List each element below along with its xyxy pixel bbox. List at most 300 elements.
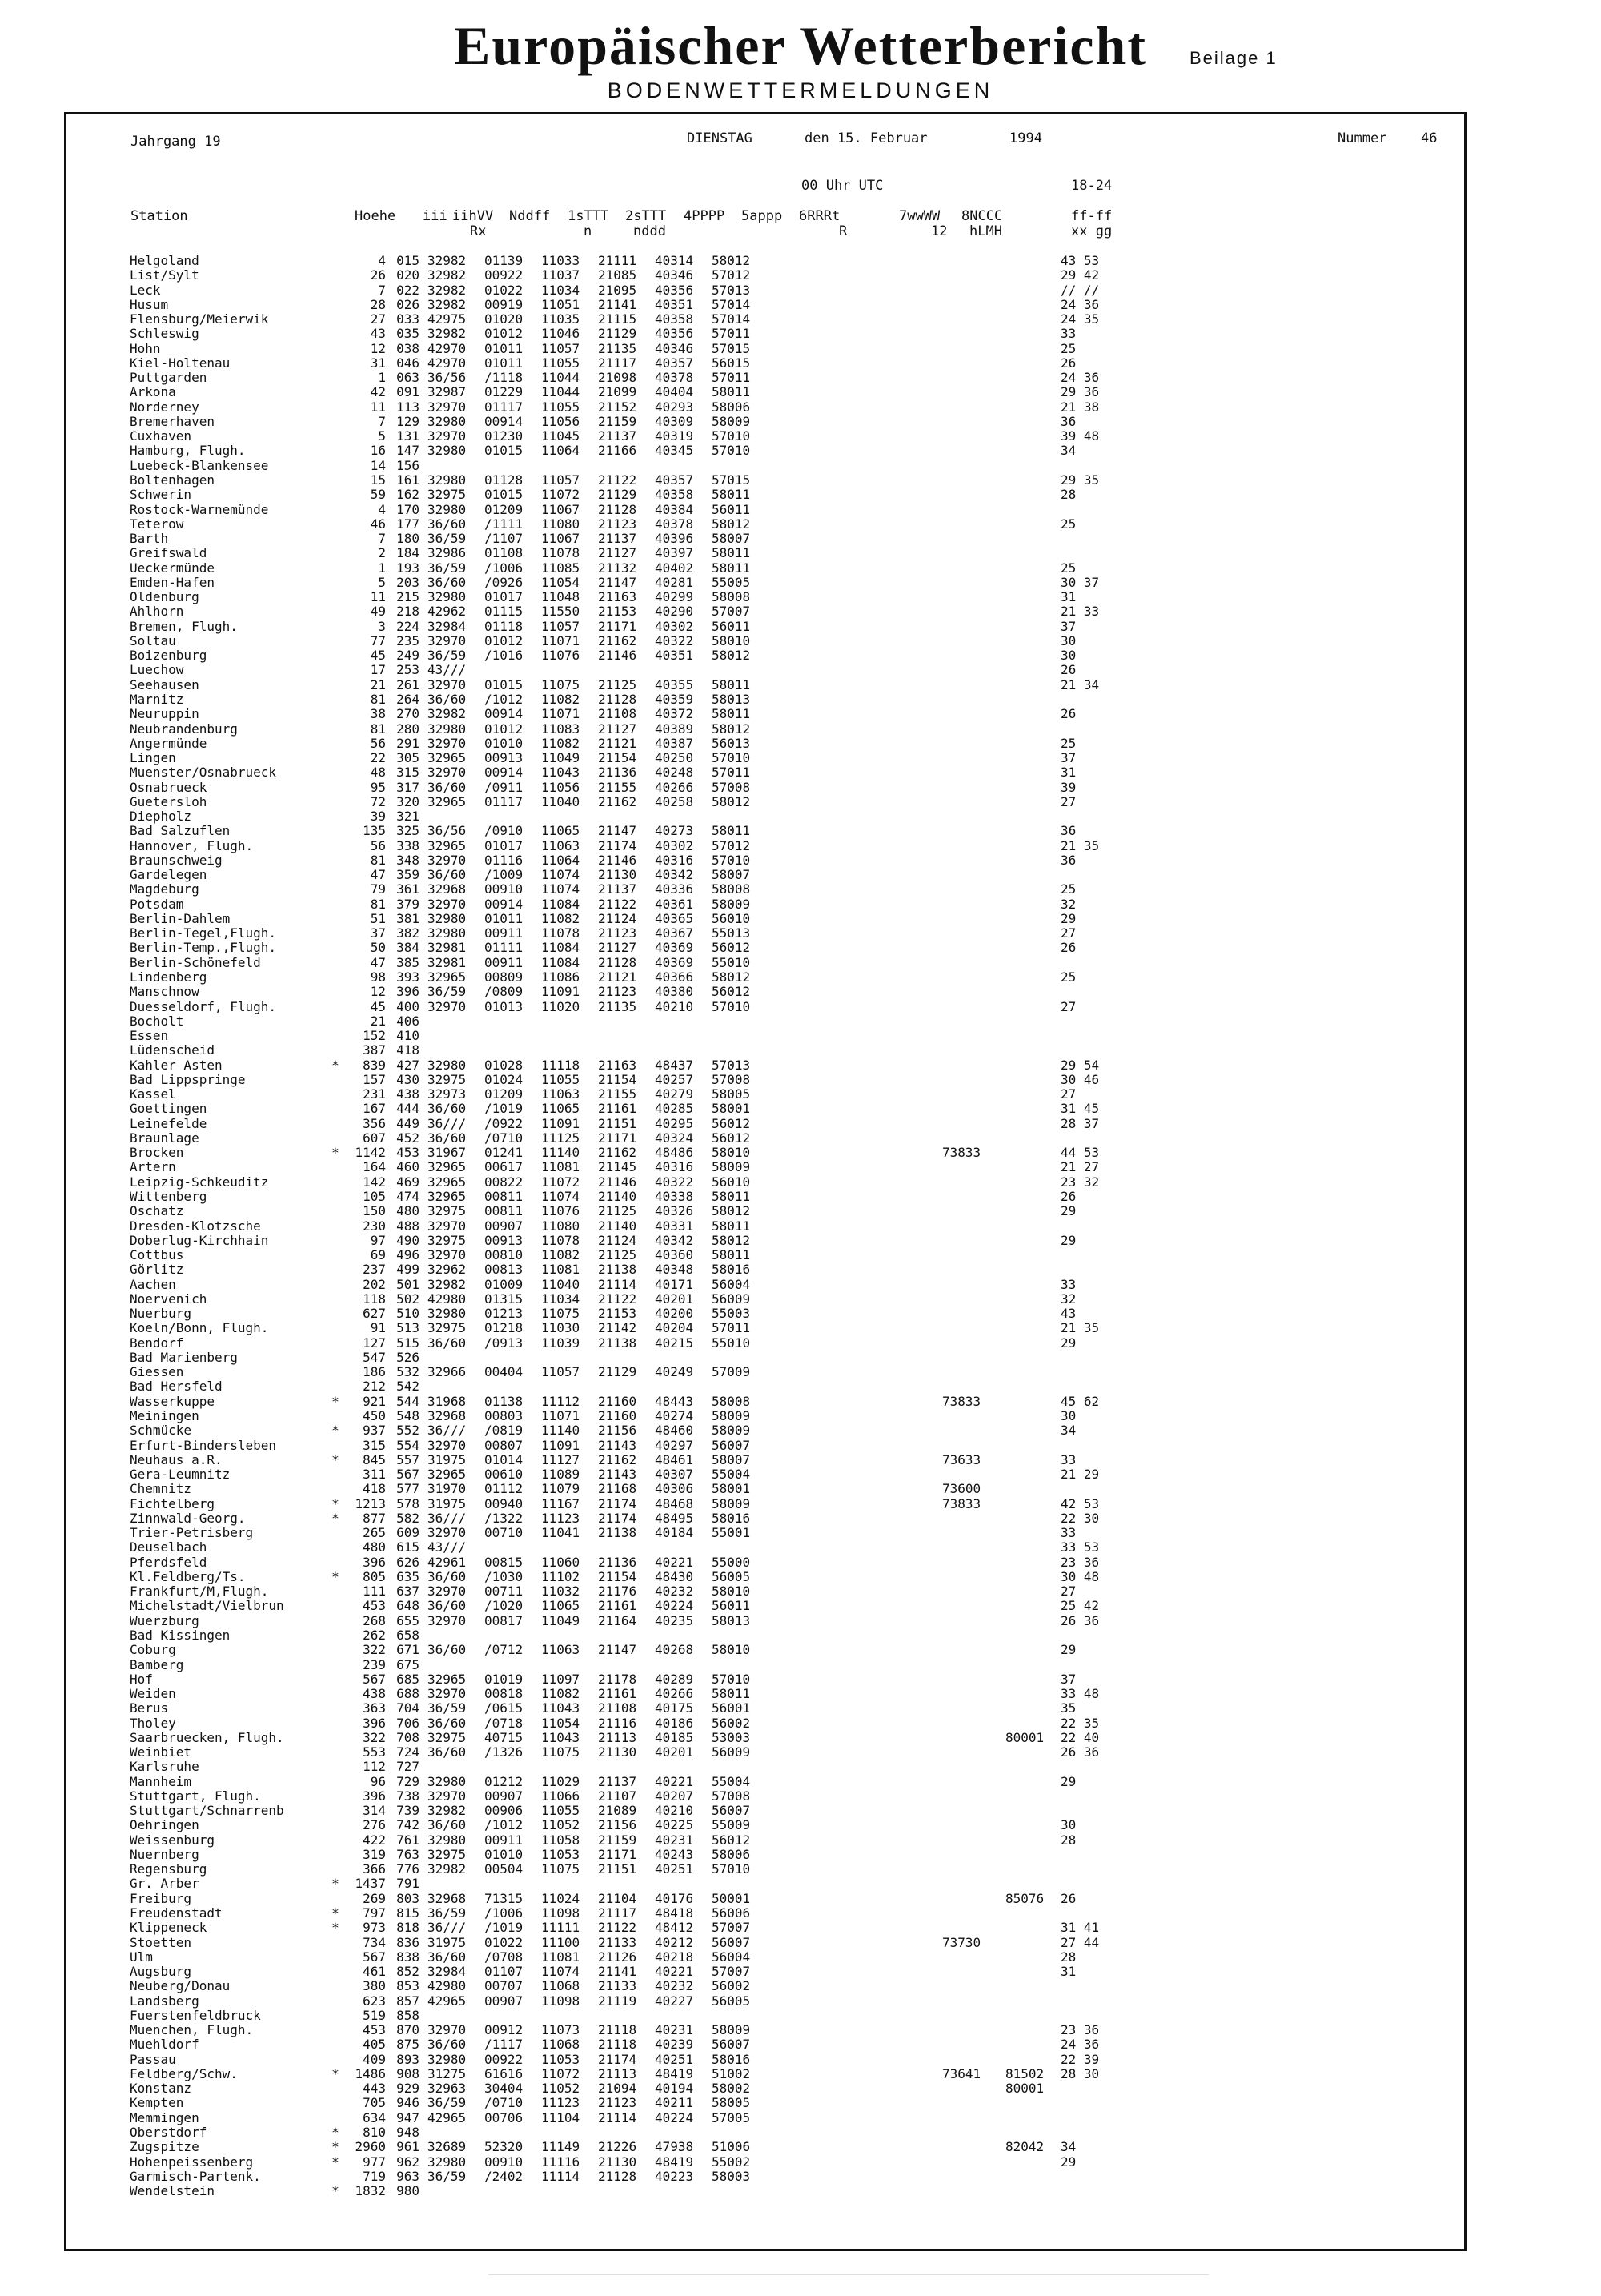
group-tendency-cell: 58016 bbox=[712, 2052, 751, 2067]
group-weather-cell: 73730 bbox=[942, 1935, 981, 1950]
station-index-cell: 382 bbox=[396, 926, 419, 941]
group-temperature-cell: 11029 bbox=[541, 1774, 580, 1789]
group-temperature-cell: 11056 bbox=[541, 414, 580, 429]
group-pressure-cell: 48419 bbox=[655, 2066, 694, 2081]
group-gusts-cell: 39 48 bbox=[1061, 429, 1100, 444]
station-name-cell: Görlitz bbox=[130, 1262, 184, 1278]
group-weather-cell bbox=[942, 444, 990, 458]
col-header-ihvv-label: iihVV bbox=[452, 208, 494, 224]
station-index-cell: 038 bbox=[396, 341, 419, 356]
group-ihvv-cell: 32970 bbox=[427, 1438, 467, 1453]
station-height-cell: 81 bbox=[370, 692, 386, 707]
group-tendency-cell bbox=[712, 2125, 760, 2140]
group-tendency-cell bbox=[712, 1351, 760, 1365]
group-pressure-cell: 40274 bbox=[655, 1408, 694, 1423]
group-temperature-cell: 11037 bbox=[541, 268, 580, 283]
mountain-marker-cell: * bbox=[331, 1906, 339, 1921]
group-nddff-cell: 01013 bbox=[484, 999, 524, 1014]
group-pressure-cell: 40204 bbox=[655, 1321, 694, 1336]
station-name-cell: Guetersloh bbox=[130, 794, 207, 809]
mountain-marker-cell: * bbox=[331, 2140, 339, 2155]
station-index-cell: 742 bbox=[396, 1818, 419, 1833]
group-gusts-cell: 26 36 bbox=[1061, 1745, 1100, 1760]
group-nddff-cell: 01017 bbox=[484, 590, 524, 605]
group-nddff-cell: 01212 bbox=[484, 1774, 524, 1789]
mountain-marker-cell: * bbox=[331, 2066, 339, 2081]
station-name-cell: Berlin-Dahlem bbox=[130, 911, 231, 926]
group-temperature-cell: 11032 bbox=[541, 1584, 580, 1600]
group-dewpoint-cell: 21160 bbox=[598, 1408, 637, 1423]
group-temperature-cell: 11082 bbox=[541, 1687, 580, 1702]
group-ihvv-cell: 36/60 bbox=[427, 1599, 467, 1614]
station-name-cell: Diepholz bbox=[130, 809, 192, 825]
group-ihvv-cell: 32975 bbox=[427, 1072, 467, 1087]
group-gusts-cell: 27 bbox=[1061, 794, 1077, 809]
group-ihvv-cell: 42980 bbox=[427, 1979, 467, 1994]
group-weather-cell bbox=[942, 254, 990, 268]
station-name-cell: Gardelegen bbox=[130, 868, 207, 883]
group-dewpoint-cell: 21138 bbox=[598, 1335, 637, 1351]
group-dewpoint-cell: 21125 bbox=[598, 1248, 637, 1263]
group-tendency-cell: 57008 bbox=[712, 1072, 751, 1087]
group-dewpoint-cell: 21138 bbox=[598, 1262, 637, 1278]
group-ihvv-cell: 31967 bbox=[427, 1146, 467, 1161]
group-temperature-cell: 11084 bbox=[541, 941, 580, 956]
group-clouds-cell bbox=[1005, 1262, 1053, 1277]
group-temperature-cell: 11044 bbox=[541, 385, 580, 400]
group-temperature-cell: 11057 bbox=[541, 1365, 580, 1380]
group-nddff-cell: /1006 bbox=[484, 560, 524, 576]
group-clouds-cell bbox=[1005, 970, 1053, 985]
group-clouds-cell: 80001 bbox=[1005, 2081, 1045, 2097]
group-gusts-cell bbox=[1061, 985, 1125, 999]
group-weather-cell bbox=[942, 576, 990, 590]
group-weather-cell bbox=[942, 853, 990, 868]
group-weather-cell bbox=[942, 1745, 990, 1760]
station-name-cell: Oschatz bbox=[130, 1204, 184, 1219]
group-nddff-cell: 01117 bbox=[484, 399, 524, 415]
group-nddff-cell: 00504 bbox=[484, 1862, 524, 1877]
group-tendency-cell: 57013 bbox=[712, 1058, 751, 1073]
group-dewpoint-cell: 21127 bbox=[598, 546, 637, 561]
group-dewpoint-cell: 21146 bbox=[598, 1174, 637, 1190]
group-nddff-cell: 00822 bbox=[484, 1174, 524, 1190]
station-name-cell: Bad Hersfeld bbox=[130, 1379, 223, 1395]
group-temperature-cell: 11118 bbox=[541, 1058, 580, 1073]
group-ihvv-cell: 42970 bbox=[427, 341, 467, 356]
group-tendency-cell: 58005 bbox=[712, 2096, 751, 2111]
group-nddff-cell: 01024 bbox=[484, 1072, 524, 1087]
group-weather-cell bbox=[942, 604, 990, 619]
mountain-marker-cell bbox=[330, 1716, 341, 1731]
group-dewpoint-cell: 21126 bbox=[598, 1949, 637, 1965]
group-nddff-cell: 61616 bbox=[484, 2066, 524, 2081]
group-temperature-cell: 11051 bbox=[541, 297, 580, 312]
group-gusts-cell: 25 bbox=[1061, 341, 1077, 356]
group-tendency-cell: 58011 bbox=[712, 1218, 751, 1234]
group-nddff-cell bbox=[484, 1014, 532, 1029]
station-index-cell: 046 bbox=[396, 355, 419, 371]
station-name-cell: Oehringen bbox=[130, 1818, 199, 1833]
group-ihvv-cell: 36/59 bbox=[427, 1906, 467, 1921]
station-name-cell: Norderney bbox=[130, 399, 199, 415]
station-index-cell: 418 bbox=[396, 1043, 419, 1058]
station-index-cell: 035 bbox=[396, 327, 419, 342]
group-temperature-cell: 11044 bbox=[541, 371, 580, 386]
group-dewpoint-cell: 21089 bbox=[598, 1804, 637, 1819]
group-pressure-cell: 40210 bbox=[655, 999, 694, 1014]
station-index-cell: 496 bbox=[396, 1248, 419, 1263]
group-dewpoint-cell: 21122 bbox=[598, 1921, 637, 1936]
station-name-cell: Bad Marienberg bbox=[130, 1350, 238, 1365]
station-index-cell: 022 bbox=[396, 283, 419, 298]
group-dewpoint-cell: 21128 bbox=[598, 692, 637, 707]
group-weather-cell bbox=[942, 327, 990, 341]
group-clouds-cell bbox=[1005, 765, 1053, 780]
station-name-cell: Leipzig-Schkeuditz bbox=[130, 1174, 269, 1190]
group-temperature-cell: 11045 bbox=[541, 429, 580, 444]
group-gusts-cell: 26 bbox=[1061, 707, 1077, 722]
group-nddff-cell: 01116 bbox=[484, 853, 524, 868]
station-name-cell: Lüdenscheid bbox=[130, 1043, 215, 1058]
group-gusts-cell bbox=[1061, 1248, 1125, 1262]
station-index-cell: 655 bbox=[396, 1613, 419, 1628]
group-tendency-cell: 58011 bbox=[712, 546, 751, 561]
group-ihvv-cell: 32962 bbox=[427, 1262, 467, 1278]
group-clouds-cell bbox=[1005, 722, 1053, 737]
column-group-clouds bbox=[1005, 254, 1053, 2198]
station-name-cell: Passau bbox=[130, 2052, 176, 2067]
station-index-cell: 193 bbox=[396, 560, 419, 576]
group-gusts-cell bbox=[1061, 722, 1125, 737]
group-gusts-cell bbox=[1061, 1351, 1125, 1365]
group-nddff-cell bbox=[484, 1760, 532, 1774]
station-height-cell: 977 bbox=[363, 2154, 386, 2170]
station-index-cell: 548 bbox=[396, 1408, 419, 1423]
column-group-nddff bbox=[484, 254, 532, 2198]
group-ihvv-cell: 36/60 bbox=[427, 1949, 467, 1965]
group-nddff-cell bbox=[484, 459, 532, 473]
group-pressure-cell: 40210 bbox=[655, 1804, 694, 1819]
group-clouds-cell bbox=[1005, 1087, 1053, 1102]
station-name-cell: Flensburg/Meierwik bbox=[130, 312, 269, 327]
mountain-marker-cell bbox=[330, 663, 341, 677]
group-gusts-cell bbox=[1061, 2184, 1125, 2198]
group-tendency-cell: 57010 bbox=[712, 751, 751, 766]
mountain-marker-cell bbox=[330, 1848, 341, 1862]
group-clouds-cell bbox=[1005, 2023, 1053, 2037]
group-clouds-cell bbox=[1005, 1584, 1053, 1599]
group-gusts-cell: 29 bbox=[1061, 1233, 1077, 1248]
group-gusts-cell bbox=[1061, 1029, 1125, 1043]
station-name-cell: Bendorf bbox=[130, 1335, 184, 1351]
group-ihvv-cell: 36/// bbox=[427, 1921, 467, 1936]
group-tendency-cell: 56012 bbox=[712, 1130, 751, 1146]
group-gusts-cell: 25 42 bbox=[1061, 1599, 1100, 1614]
group-nddff-cell: /0910 bbox=[484, 824, 524, 839]
group-gusts-cell bbox=[1061, 1628, 1125, 1643]
group-gusts-cell: 33 bbox=[1061, 1526, 1077, 1541]
group-weather-cell bbox=[942, 1131, 990, 1146]
group-weather-cell bbox=[942, 882, 990, 897]
station-name-cell: Fichtelberg bbox=[130, 1496, 215, 1511]
station-name-cell: Boizenburg bbox=[130, 648, 207, 664]
group-temperature-cell: 11116 bbox=[541, 2154, 580, 2170]
group-weather-cell bbox=[942, 692, 990, 707]
group-clouds-cell bbox=[1005, 1307, 1053, 1321]
group-ihvv-cell: 32980 bbox=[427, 472, 467, 488]
group-weather-cell bbox=[942, 751, 990, 765]
group-pressure-cell: 40351 bbox=[655, 648, 694, 664]
group-tendency-cell: 58010 bbox=[712, 633, 751, 648]
station-index-cell: 261 bbox=[396, 677, 419, 692]
group-clouds-cell bbox=[1005, 1117, 1053, 1131]
report-title: Europäischer Wetterbericht bbox=[453, 15, 1147, 76]
group-ihvv-cell: 32970 bbox=[427, 1526, 467, 1541]
station-index-cell: 858 bbox=[396, 2008, 419, 2023]
group-clouds-cell bbox=[1005, 1234, 1053, 1248]
station-index-cell: 218 bbox=[396, 604, 419, 620]
group-gusts-cell: 24 35 bbox=[1061, 312, 1100, 327]
group-pressure-cell: 40346 bbox=[655, 268, 694, 283]
group-weather-cell bbox=[942, 648, 990, 663]
mountain-marker-cell bbox=[330, 1745, 341, 1760]
group-dewpoint-cell: 21118 bbox=[598, 2023, 637, 2038]
group-nddff-cell bbox=[484, 1043, 532, 1058]
station-height-cell: 69 bbox=[370, 1248, 386, 1263]
station-index-cell: 658 bbox=[396, 1628, 419, 1643]
group-tendency-cell: 56015 bbox=[712, 355, 751, 371]
group-pressure-cell: 40345 bbox=[655, 444, 694, 459]
group-clouds-cell bbox=[1005, 1628, 1053, 1643]
station-name-cell: Osnabrueck bbox=[130, 780, 207, 795]
group-nddff-cell: 01117 bbox=[484, 794, 524, 809]
group-weather-cell: 73833 bbox=[942, 1146, 981, 1161]
group-gusts-cell: 27 bbox=[1061, 1584, 1077, 1600]
group-temperature-cell: 11052 bbox=[541, 2081, 580, 2097]
group-pressure-cell: 40211 bbox=[655, 2096, 694, 2111]
group-pressure-cell: 40306 bbox=[655, 1482, 694, 1497]
group-tendency-cell: 55010 bbox=[712, 955, 751, 970]
station-index-cell: 203 bbox=[396, 575, 419, 590]
mountain-marker-cell: * bbox=[331, 1423, 339, 1439]
mountain-marker-cell bbox=[330, 692, 341, 707]
station-name-cell: Nuerburg bbox=[130, 1307, 192, 1322]
group-temperature-cell: 11075 bbox=[541, 677, 580, 692]
group-clouds-cell bbox=[1005, 517, 1053, 532]
mountain-marker-cell bbox=[330, 634, 341, 648]
station-name-cell: Hohenpeissenberg bbox=[130, 2154, 254, 2170]
mountain-marker-cell bbox=[330, 1409, 341, 1423]
station-name-cell: Neuruppin bbox=[130, 707, 199, 722]
station-index-cell: 453 bbox=[396, 1146, 419, 1161]
group-nddff-cell: 52320 bbox=[484, 2140, 524, 2155]
station-index-cell: 685 bbox=[396, 1672, 419, 1687]
group-dewpoint-cell: 21153 bbox=[598, 1307, 637, 1322]
group-nddff-cell: 01315 bbox=[484, 1291, 524, 1307]
group-weather-cell bbox=[942, 1892, 990, 1906]
group-pressure-cell: 40223 bbox=[655, 2169, 694, 2184]
group-gusts-cell bbox=[1061, 1848, 1125, 1862]
column-station-index bbox=[391, 254, 419, 2198]
mountain-marker-cell bbox=[330, 415, 341, 429]
group-weather-cell bbox=[942, 1848, 990, 1862]
group-clouds-cell bbox=[1005, 882, 1053, 897]
group-ihvv-cell: 36/60 bbox=[427, 868, 467, 883]
mountain-marker-cell bbox=[330, 1073, 341, 1087]
group-pressure-cell: 40366 bbox=[655, 970, 694, 985]
group-clouds-cell bbox=[1005, 1160, 1053, 1174]
group-pressure-cell: 40257 bbox=[655, 1072, 694, 1087]
group-tendency-cell: 56009 bbox=[712, 1745, 751, 1760]
station-height-cell: 239 bbox=[363, 1657, 386, 1672]
group-pressure-cell: 40171 bbox=[655, 1277, 694, 1292]
group-tendency-cell: 58012 bbox=[712, 1204, 751, 1219]
station-index-cell: 480 bbox=[396, 1204, 419, 1219]
station-name-cell: Hohn bbox=[130, 341, 161, 356]
group-ihvv-cell bbox=[427, 1351, 475, 1365]
group-tendency-cell: 58011 bbox=[712, 1190, 751, 1204]
station-index-cell: 156 bbox=[396, 458, 419, 473]
column-group-weather bbox=[942, 254, 990, 2198]
group-clouds-cell bbox=[1005, 912, 1053, 926]
group-gusts-cell bbox=[1061, 1979, 1125, 1993]
station-height-cell: 2960 bbox=[355, 2140, 386, 2155]
mountain-marker-cell bbox=[330, 737, 341, 751]
group-dewpoint-cell: 21127 bbox=[598, 721, 637, 737]
group-weather-cell bbox=[942, 2140, 990, 2154]
group-dewpoint-cell: 21137 bbox=[598, 429, 637, 444]
group-tendency-cell: 58011 bbox=[712, 824, 751, 839]
station-height-cell: 845 bbox=[363, 1452, 386, 1467]
station-height-cell: 118 bbox=[363, 1291, 386, 1307]
group-gusts-cell bbox=[1061, 1658, 1125, 1672]
group-dewpoint-cell: 21098 bbox=[598, 371, 637, 386]
group-dewpoint-cell: 21171 bbox=[598, 1130, 637, 1146]
group-clouds-cell bbox=[1005, 1278, 1053, 1292]
mountain-marker-cell bbox=[330, 1175, 341, 1190]
station-index-cell: 544 bbox=[396, 1394, 419, 1409]
station-height-cell: 56 bbox=[370, 736, 386, 751]
group-ihvv-cell: 36/60 bbox=[427, 1643, 467, 1658]
group-nddff-cell: 00914 bbox=[484, 897, 524, 912]
group-clouds-cell bbox=[1005, 1511, 1053, 1526]
group-pressure-cell: 48495 bbox=[655, 1511, 694, 1526]
station-name-cell: Schmücke bbox=[130, 1423, 192, 1439]
group-tendency-cell bbox=[712, 2009, 760, 2023]
group-tendency-cell: 56004 bbox=[712, 1277, 751, 1292]
station-index-cell: 557 bbox=[396, 1452, 419, 1467]
station-height-cell: 7 bbox=[378, 532, 386, 547]
group-clouds-cell bbox=[1005, 254, 1053, 268]
group-clouds-cell bbox=[1005, 356, 1053, 371]
station-index-cell: 947 bbox=[396, 2110, 419, 2125]
station-height-cell: 150 bbox=[363, 1204, 386, 1219]
station-height-cell: 276 bbox=[363, 1818, 386, 1833]
group-pressure-cell: 40221 bbox=[655, 1555, 694, 1570]
group-ihvv-cell: 36/59 bbox=[427, 985, 467, 1000]
station-index-cell: 836 bbox=[396, 1935, 419, 1950]
group-tendency-cell: 57010 bbox=[712, 429, 751, 444]
group-ihvv-cell: 32980 bbox=[427, 444, 467, 459]
station-index-cell: 317 bbox=[396, 780, 419, 795]
mountain-marker-cell bbox=[330, 2111, 341, 2125]
col-header-station: Station bbox=[130, 208, 188, 224]
column-group-pressure bbox=[655, 254, 703, 2198]
group-pressure-cell: 48468 bbox=[655, 1496, 694, 1511]
group-nddff-cell: /0922 bbox=[484, 1116, 524, 1131]
group-nddff-cell bbox=[484, 1540, 532, 1555]
group-clouds-cell bbox=[1005, 781, 1053, 795]
group-ihvv-cell: 32980 bbox=[427, 1058, 467, 1073]
group-gusts-cell: 29 bbox=[1061, 2154, 1077, 2170]
group-weather-cell bbox=[942, 956, 990, 970]
group-dewpoint-cell: 21130 bbox=[598, 1745, 637, 1760]
group-nddff-cell: 01108 bbox=[484, 546, 524, 561]
group-nddff-cell: 01213 bbox=[484, 1307, 524, 1322]
group-pressure-cell bbox=[655, 1540, 703, 1555]
station-index-cell: 852 bbox=[396, 1965, 419, 1980]
group-tendency-cell: 56005 bbox=[712, 1993, 751, 2009]
group-dewpoint-cell: 21111 bbox=[598, 254, 637, 268]
group-dewpoint-cell: 21123 bbox=[598, 926, 637, 941]
station-height-cell: 314 bbox=[363, 1804, 386, 1819]
group-dewpoint-cell: 21162 bbox=[598, 794, 637, 809]
group-pressure-cell: 40232 bbox=[655, 1979, 694, 1994]
group-ihvv-cell bbox=[427, 1628, 475, 1643]
col-header-4pppp: 4PPPP bbox=[684, 208, 725, 224]
group-temperature-cell: 11075 bbox=[541, 1307, 580, 1322]
station-index-cell: 129 bbox=[396, 414, 419, 429]
station-index-cell: 675 bbox=[396, 1657, 419, 1672]
group-clouds-cell bbox=[1005, 941, 1053, 955]
group-nddff-cell: 40715 bbox=[484, 1730, 524, 1745]
group-gusts-cell: 33 bbox=[1061, 1452, 1077, 1467]
group-temperature-cell bbox=[541, 663, 589, 677]
group-temperature-cell: 11057 bbox=[541, 619, 580, 634]
group-pressure-cell: 40207 bbox=[655, 1788, 694, 1804]
mountain-marker-cell bbox=[330, 839, 341, 853]
group-pressure-cell bbox=[655, 2184, 703, 2198]
group-temperature-cell: 11056 bbox=[541, 780, 580, 795]
mountain-marker-cell bbox=[330, 1731, 341, 1745]
group-clouds-cell bbox=[1005, 1043, 1053, 1058]
station-height-cell: 72 bbox=[370, 794, 386, 809]
group-nddff-cell: /1117 bbox=[484, 2037, 524, 2053]
group-temperature-cell: 11033 bbox=[541, 254, 580, 268]
station-name-cell: Leinefelde bbox=[130, 1116, 207, 1131]
group-pressure-cell: 40218 bbox=[655, 1949, 694, 1965]
group-nddff-cell: 01022 bbox=[484, 1935, 524, 1950]
group-dewpoint-cell: 21124 bbox=[598, 1233, 637, 1248]
group-dewpoint-cell: 21156 bbox=[598, 1423, 637, 1439]
station-height-cell: 262 bbox=[363, 1628, 386, 1643]
group-ihvv-cell: 32982 bbox=[427, 297, 467, 312]
station-name-cell: Muenchen, Flugh. bbox=[130, 2023, 254, 2038]
group-ihvv-cell bbox=[427, 1760, 475, 1774]
group-pressure-cell bbox=[655, 1029, 703, 1043]
station-name-cell: Manschnow bbox=[130, 985, 199, 1000]
group-ihvv-cell: 36/60 bbox=[427, 516, 467, 532]
group-weather-cell bbox=[942, 1351, 990, 1365]
group-clouds-cell bbox=[1005, 2009, 1053, 2023]
station-height-cell: 396 bbox=[363, 1788, 386, 1804]
station-name-cell: Ueckermünde bbox=[130, 560, 215, 576]
group-weather-cell bbox=[942, 1701, 990, 1716]
group-ihvv-cell: 32966 bbox=[427, 1365, 467, 1380]
group-ihvv-cell: 32973 bbox=[427, 1087, 467, 1102]
group-weather-cell bbox=[942, 1862, 990, 1877]
